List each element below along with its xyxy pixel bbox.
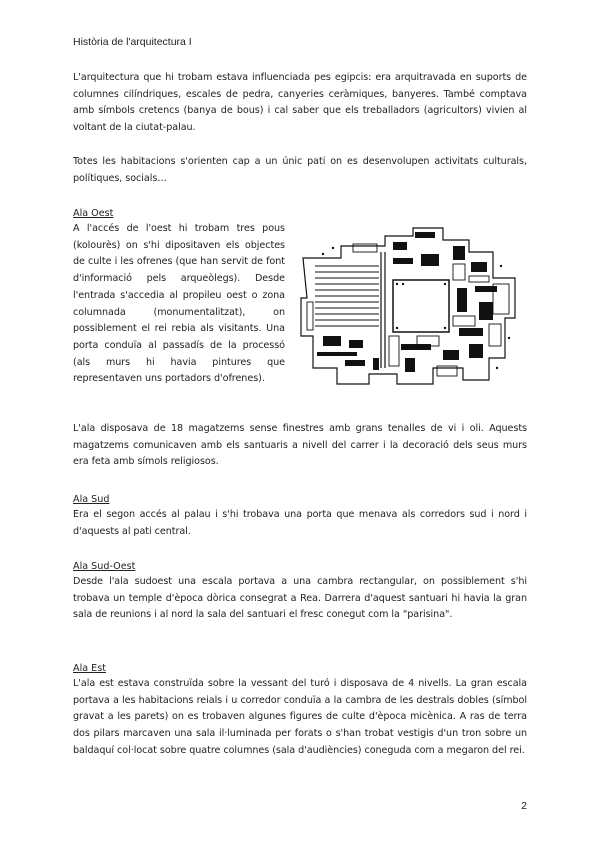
section-heading-ala-sud: Ala Sud	[73, 494, 110, 505]
ala-oest-paragraph-2: L'ala disposava de 18 magatzems sense finestres amb grans tenalles de vi i oli. Aquests magatzems comunicaven amb els santuaris a nivell del carrer i la decoració dels seus murs era feta amb símols religiosos.	[73, 423, 527, 468]
intro-paragraph-1: L'arquitectura que hi trobam estava influenciada pes egipcis: era arquitravada en suports de columnes cilíndriques, escales de pedra, canyeries ceràmiques, banyeres. També comptava amb símbols cretencs (banya de bous) i cal saber que els treballadors (agricultors) vivien al voltant de la ciutat-palau.	[73, 72, 527, 134]
ala-est-paragraph-1: L'ala est estava construïda sobre la vessant del turó i disposava de 4 nivells. La gran escala portava a les habitacions reials i u corredor conduïa a la cambra de les destrals dobles (símbol gravat a les parets) on es trobaven algunes figures de culte d'època micènica. A ras de terra dos pilars marcaven una sala il·luminada per forats o s'han trobat vestigis d'un tron sobre un baldaquí col·locat sobre quatre columnes (sala d'audiències) coneguda com a megaron del rei.	[73, 678, 527, 756]
section-heading-ala-sud-oest: Ala Sud-Oest	[73, 561, 136, 572]
section-heading-ala-oest: Ala Oest	[73, 208, 114, 219]
ala-sud-oest-paragraph-1: Desde l'ala sudoest una escala portava a una cambra rectangular, on possiblement s'hi trobava un temple d'època dòrica consegrat a Rea. Darrera d'aquest santuari hi havia la gran sala de reunions i al nord la sala del santuari el fresc conegut com la "parisina".	[73, 576, 527, 621]
page-number: 2	[521, 800, 527, 812]
ala-oest-paragraph-1: A l'accés de l'oest hi trobam tres pous (kolourès) on s'hi dipositaven els objectes de culte i les ofrenes (que han servit de font d'informació pels arqueòlegs). Desde l'entrada s'accedia al propileu oest o zona columnada (monumentalitzat), on possiblement el rei rebia als visitants. Una porta conduïa al passadís de la processó (als murs hi havia pintures que representaven uns portadors d'ofrenes).	[73, 223, 285, 385]
palace-floor-plan-image	[293, 218, 527, 394]
page-header-title: Història de l'arquitectura I	[73, 36, 192, 48]
section-heading-ala-est: Ala Est	[73, 663, 106, 674]
ala-sud-paragraph-1: Era el segon accés al palau i s'hi trobava una porta que menava als corredors sud i nord i d'aquests al pati central.	[73, 509, 527, 537]
intro-paragraph-2: Totes les habitacions s'orienten cap a un únic pati on es desenvolupen activitats culturals, polítiques, socials…	[73, 156, 527, 184]
